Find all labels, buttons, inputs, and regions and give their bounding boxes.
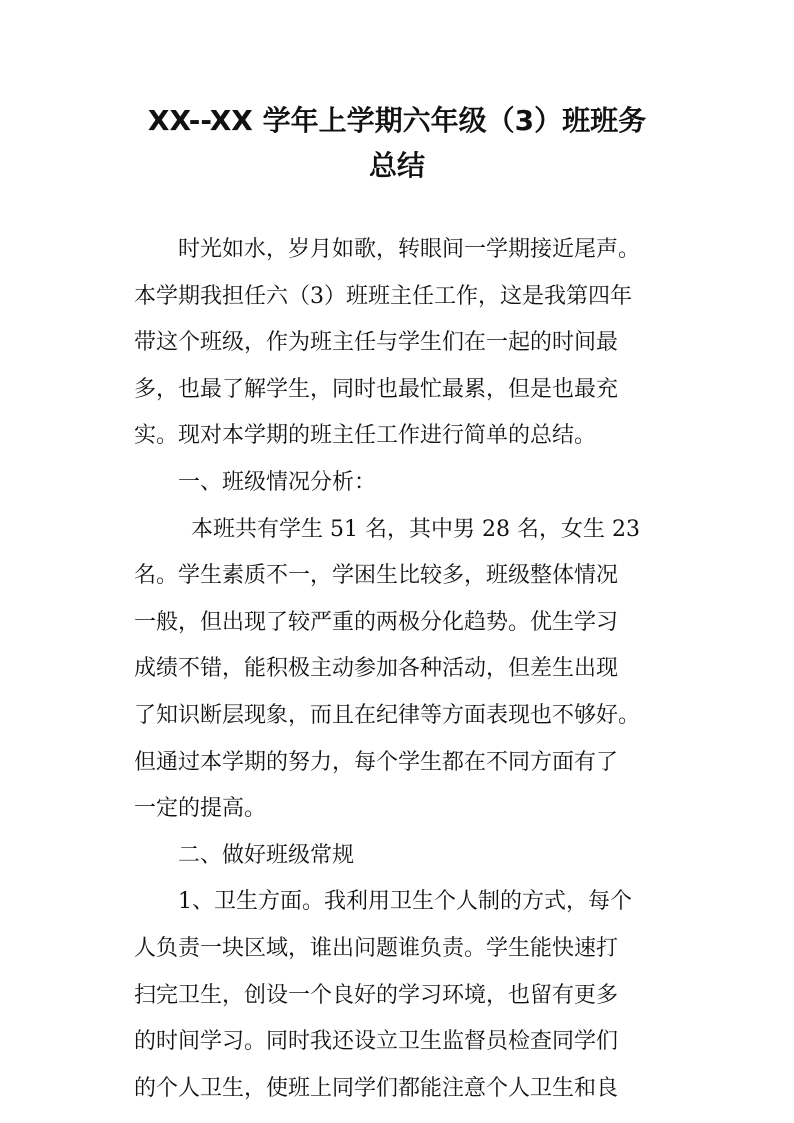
text-line: 本班共有学生 51 名，其中男 28 名，女生 23: [191, 516, 640, 542]
text-line: 的个人卫生，使班上同学们都能注意个人卫生和良: [134, 1075, 619, 1101]
text-line: 但通过本学期的努力，每个学生都在不同方面有了: [134, 749, 619, 775]
title-line-1: XX--XX 学年上学期六年级（3）班班务: [147, 104, 647, 137]
text-line: 了知识断层现象，而且在纪律等方面表现也不够好。: [134, 702, 641, 728]
document-body: [134, 227, 664, 1112]
text-line: 一定的提高。: [134, 796, 267, 822]
text-line: 二、做好班级常规: [178, 842, 355, 868]
text-line: 一、班级情况分析：: [178, 469, 377, 495]
title-line-2: 总结: [368, 149, 425, 182]
text-line: 扫完卫生，创设一个良好的学习环境，也留有更多: [134, 982, 619, 1008]
text-line: 的时间学习。同时我还设立卫生监督员检查同学们: [134, 1029, 619, 1055]
text-line: 名。学生素质不一，学困生比较多，班级整体情况: [134, 563, 619, 589]
text-line: 带这个班级，作为班主任与学生们在一起的时间最: [134, 330, 619, 356]
text-line: 时光如水，岁月如歌，转眼间一学期接近尾声。: [178, 237, 641, 262]
text-line: 1、卫生方面。我利用卫生个人制的方式，每个: [178, 889, 632, 915]
text-line: 实。现对本学期的班主任工作进行简单的总结。: [134, 423, 597, 449]
text-line: 人负责一块区域，谁出问题谁负责。学生能快速打: [134, 935, 619, 961]
text-line: 一般，但出现了较严重的两极分化趋势。优生学习: [134, 609, 619, 635]
text-line: 本学期我担任六（3）班班主任工作，这是我第四年: [134, 283, 632, 309]
text-line: 成绩不错，能积极主动参加各种活动，但差生出现: [134, 656, 619, 682]
text-line: 多，也最了解学生，同时也最忙最累，但是也最充: [134, 376, 619, 402]
document-title: [100, 98, 694, 188]
